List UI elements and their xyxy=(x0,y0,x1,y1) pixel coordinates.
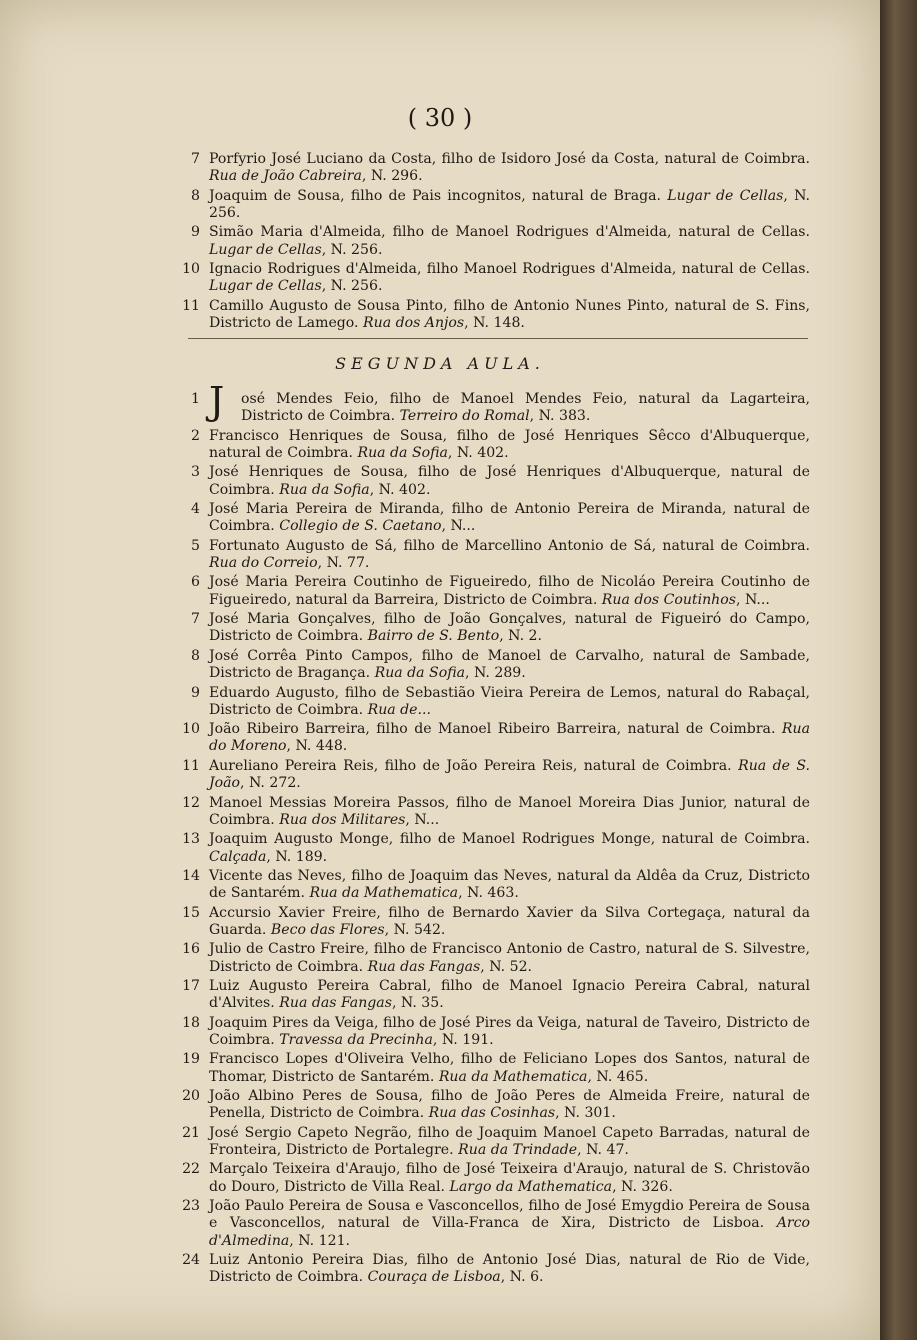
entry-description: Porfyrio José Luciano da Costa, filho de Isidoro José da Costa, natural de Coimbra. xyxy=(209,151,810,167)
entry-address: Rua das Fangas xyxy=(279,995,392,1012)
entry-text xyxy=(209,1051,810,1086)
entry-house-number: , N. 289. xyxy=(465,665,526,682)
entry-house-number: , N. 77. xyxy=(317,555,370,572)
entry-address: Calçada xyxy=(209,848,267,865)
entry-house-number: , N. 296. xyxy=(361,168,423,185)
entry-description: Aureliano Pereira Reis, filho de João Pereira Reis, natural de Coimbra. xyxy=(209,757,732,774)
list-item xyxy=(160,905,810,940)
entry-description: Joaquim de Sousa, filho de Pais incognitos, natural de Braga. xyxy=(209,187,661,204)
entry-number: 8 xyxy=(191,187,200,204)
section-title: SEGUNDA AULA. xyxy=(335,354,545,373)
entry-house-number: , N. 52. xyxy=(480,958,533,975)
entry-address: Beco das Flores xyxy=(270,921,385,938)
entry-text xyxy=(209,941,810,976)
entry-description: Accursio Xavier Freire, filho de Bernardo Xavier da Silva Cortegaça, natural da Guarda. xyxy=(209,904,810,938)
list-item xyxy=(160,391,810,426)
entry-address: Rua da Sofia xyxy=(357,444,448,461)
entry-address: Rua da Mathematica xyxy=(438,1068,588,1085)
entry-text xyxy=(209,538,810,573)
entry-text xyxy=(209,261,810,296)
entry-address: Rua de... xyxy=(367,701,431,718)
entry-description: Francisco Henriques de Sousa, filho de José Henriques Sêcco d'Albuquerque, natural de Coimbra. xyxy=(209,427,810,461)
entry-description: Marçalo Teixeira d'Araujo, filho de José Teixeira d'Araujo, natural de S. Christovão do Douro, Districto de Villa Real. xyxy=(209,1161,810,1195)
entry-description: Camillo Augusto de Sousa Pinto, filho de Antonio Nunes Pinto, natural de S. Fins, Districto de Lamego. xyxy=(209,297,810,332)
entry-description: Joaquim Pires da Veiga, filho de José Pires da Veiga, natural de Taveiro, Districto de Coimbra. xyxy=(209,1014,810,1048)
list-item xyxy=(160,1088,810,1123)
entry-text xyxy=(209,188,810,223)
entry-description: Simão Maria d'Almeida, filho de Manoel Rodrigues d'Almeida, natural de Cellas. xyxy=(209,224,810,241)
entry-number: 19 xyxy=(182,1051,200,1068)
entry-house-number: , N. 189. xyxy=(266,848,328,865)
entry-description: Ignacio Rodrigues d'Almeida, filho Manoel Rodrigues d'Almeida, natural de Cellas. xyxy=(209,261,810,278)
entry-text xyxy=(209,831,810,866)
entry-text xyxy=(209,1198,810,1250)
entry-description: José Sergio Capeto Negrão, filho de Joaquim Manoel Capeto Barradas, natural de Fronteira, Districto de Portalegre. xyxy=(209,1124,810,1159)
entry-address: Rua da Trindade xyxy=(458,1142,578,1159)
entry-house-number: , N. 256. xyxy=(209,187,810,221)
entry-description: Francisco Lopes d'Oliveira Velho, filho de Feliciano Lopes dos Santos, natural de Thomar, Districto de Santarém. xyxy=(209,1051,810,1085)
entry-number: 4 xyxy=(191,501,200,518)
entry-number: 2 xyxy=(191,427,200,444)
list-item xyxy=(160,261,810,296)
entry-text xyxy=(209,1125,810,1160)
entry-address: Terreiro do Romal xyxy=(399,408,530,425)
entry-number: 9 xyxy=(191,684,200,701)
entry-house-number: , N. 383. xyxy=(529,408,591,425)
drop-cap-letter: J xyxy=(209,379,225,423)
list-item xyxy=(160,1252,810,1287)
entry-text xyxy=(209,151,810,186)
list-item xyxy=(160,1161,810,1196)
entry-description: osé Mendes Feio, filho de Manoel Mendes Feio, natural da Lagarteira, Districto de Coimbra. xyxy=(241,391,810,425)
entry-address: Bairro de S. Bento xyxy=(367,628,500,645)
entry-description: Vicente das Neves, filho de Joaquim das Neves, natural da Aldêa da Cruz, Districto de Santarém. xyxy=(209,867,810,902)
book-gutter xyxy=(880,0,917,1340)
entry-address: Lugar de Cellas xyxy=(667,187,784,204)
page-number-header: ( 30 ) xyxy=(407,104,473,132)
entry-number: 10 xyxy=(182,261,200,278)
entry-number: 6 xyxy=(191,574,200,591)
entry-text xyxy=(209,1252,810,1287)
entry-text xyxy=(209,978,810,1013)
entry-house-number: , N. 191. xyxy=(432,1031,494,1048)
entry-description: José Maria Gonçalves, filho de João Gonçalves, natural de Figueiró do Campo, Districto de Coimbra. xyxy=(209,611,810,645)
entry-text xyxy=(209,905,810,940)
entry-address: Rua dos Anjos xyxy=(363,315,465,332)
entry-house-number: , N. 2. xyxy=(499,628,542,645)
entry-number: 18 xyxy=(182,1014,200,1031)
entry-text xyxy=(241,391,810,426)
entry-address: Rua do Correio xyxy=(209,555,318,572)
entry-house-number: , N. 448. xyxy=(286,738,348,755)
list-item xyxy=(160,868,810,903)
entry-house-number: , N... xyxy=(441,518,476,535)
entry-address: Rua dos Militares xyxy=(279,811,406,828)
entry-address: Collegio de S. Caetano xyxy=(279,518,442,535)
entry-number: 24 xyxy=(182,1252,200,1269)
entry-number: 3 xyxy=(191,464,200,481)
entry-text xyxy=(209,464,810,499)
list-item xyxy=(160,758,810,793)
list-item xyxy=(160,1125,810,1160)
entry-house-number: , N. 402. xyxy=(369,481,431,498)
entry-text xyxy=(209,1161,810,1196)
entry-address: Rua da Sofia xyxy=(374,665,465,682)
list-item xyxy=(160,611,810,646)
entry-description: Fortunato Augusto de Sá, filho de Marcellino Antonio de Sá, natural de Coimbra. xyxy=(209,537,810,554)
entry-description: João Ribeiro Barreira, filho de Manoel Ribeiro Barreira, natural de Coimbra. xyxy=(209,721,776,738)
entry-house-number: , N. 6. xyxy=(500,1269,544,1286)
entry-house-number: , N. 35. xyxy=(391,995,444,1012)
student-list-first-class xyxy=(160,151,810,334)
entry-number: 22 xyxy=(182,1161,200,1178)
entry-number: 13 xyxy=(182,831,200,848)
entry-house-number: , N. 121. xyxy=(289,1232,351,1249)
entry-text xyxy=(209,685,810,720)
entry-number: 11 xyxy=(182,757,200,774)
entry-address: Lugar de Cellas xyxy=(209,241,322,258)
entry-text xyxy=(209,648,810,683)
list-item xyxy=(160,978,810,1013)
list-item xyxy=(160,721,810,756)
section-divider xyxy=(188,338,808,339)
list-item xyxy=(160,795,810,830)
entry-text xyxy=(209,868,810,903)
entry-address: Rua das Fangas xyxy=(367,958,481,975)
entry-number: 10 xyxy=(182,721,200,738)
entry-number: 5 xyxy=(191,537,200,554)
entry-address: Rua da Sofia xyxy=(279,481,370,498)
entry-text xyxy=(209,611,810,646)
list-item xyxy=(160,1198,810,1250)
entry-address: Arco d'Almedina xyxy=(209,1215,810,1249)
entry-description: João Paulo Pereira de Sousa e Vasconcellos, filho de José Emygdio Pereira de Sousa e Vasconcellos, natural de Villa-Franca de Xira, Districto de Lisboa. xyxy=(209,1198,810,1232)
entry-number: 7 xyxy=(191,611,200,628)
list-item xyxy=(160,224,810,259)
entry-description: Manoel Messias Moreira Passos, filho de Manoel Moreira Dias Junior, natural de Coimbra. xyxy=(209,794,810,828)
entry-house-number: , N. 326. xyxy=(612,1178,673,1195)
list-item xyxy=(160,151,810,186)
entry-text xyxy=(209,298,810,333)
entry-text xyxy=(209,1088,810,1123)
entry-number: 1 xyxy=(191,391,200,407)
entry-address: Largo da Mathematica xyxy=(449,1178,613,1195)
entry-house-number: , N. 542. xyxy=(384,921,446,938)
entry-number: 16 xyxy=(182,941,200,958)
entry-house-number: , N. 463. xyxy=(458,885,519,902)
entry-text xyxy=(209,721,810,756)
entry-address: Rua do Moreno xyxy=(209,721,810,755)
list-item xyxy=(160,538,810,573)
entry-text xyxy=(209,758,810,793)
list-item xyxy=(160,941,810,976)
entry-number: 8 xyxy=(191,647,200,664)
entry-house-number: , N. 301. xyxy=(555,1105,616,1122)
entry-address: Rua das Cosinhas xyxy=(428,1105,556,1122)
list-item xyxy=(160,574,810,609)
entry-text xyxy=(209,428,810,463)
entry-description: Joaquim Augusto Monge, filho de Manoel Rodrigues Monge, natural de Coimbra. xyxy=(209,831,810,848)
entry-address: Rua dos Coutinhos xyxy=(601,591,736,608)
entry-house-number: , N. 465. xyxy=(587,1068,649,1085)
student-list-second-class xyxy=(160,391,810,1289)
list-item xyxy=(160,501,810,536)
entry-number: 20 xyxy=(182,1088,200,1105)
entry-number: 12 xyxy=(182,794,200,811)
entry-number: 23 xyxy=(182,1198,200,1215)
entry-text xyxy=(209,574,810,609)
entry-description: Luiz Antonio Pereira Dias, filho de Antonio José Dias, natural de Rio de Vide, Districto de Coimbra. xyxy=(209,1252,810,1286)
entry-house-number: , N... xyxy=(405,811,440,828)
entry-text xyxy=(209,224,810,259)
entry-address: Couraça de Lisboa xyxy=(367,1269,501,1286)
entry-address: Lugar de Cellas xyxy=(209,278,322,295)
list-item xyxy=(160,298,810,333)
entry-number: 11 xyxy=(182,297,200,314)
entry-house-number: , N. 148. xyxy=(464,315,525,332)
entry-house-number: , N. 272. xyxy=(240,775,301,792)
list-item xyxy=(160,648,810,683)
list-item xyxy=(160,464,810,499)
list-item xyxy=(160,188,810,223)
entry-address: Rua da Mathematica xyxy=(309,885,459,902)
entry-number: 7 xyxy=(191,151,200,167)
list-item xyxy=(160,428,810,463)
entry-number: 17 xyxy=(182,978,200,994)
entry-address: Travessa da Precinha xyxy=(279,1031,433,1048)
entry-description: José Maria Pereira Coutinho de Figueiredo, filho de Nicoláo Pereira Coutinho de Figueiredo, natural da Barreira, Districto de Coimbra. xyxy=(209,574,810,608)
entry-description: José Henriques de Sousa, filho de José Henriques d'Albuquerque, natural de Coimbra. xyxy=(209,464,810,498)
entry-house-number: , N. 256. xyxy=(321,241,383,258)
entry-house-number: , N... xyxy=(735,591,770,608)
list-item xyxy=(160,685,810,720)
entry-number: 9 xyxy=(191,224,200,241)
entry-house-number: , N. 402. xyxy=(447,444,509,461)
entry-number: 21 xyxy=(182,1124,200,1141)
list-item xyxy=(160,1051,810,1086)
entry-number: 14 xyxy=(182,867,200,884)
entry-house-number: , N. 47. xyxy=(577,1142,629,1159)
entry-text xyxy=(209,1015,810,1050)
list-item xyxy=(160,1015,810,1050)
entry-description: Julio de Castro Freire, filho de Francisco Antonio de Castro, natural de S. Silvestre, Districto de Coimbra. xyxy=(209,941,810,975)
entry-text xyxy=(209,501,810,536)
list-item xyxy=(160,831,810,866)
entry-description: José Corrêa Pinto Campos, filho de Manoel de Carvalho, natural de Sambade, Districto de Bragança. xyxy=(209,647,810,682)
entry-address: Rua de João Cabreira xyxy=(209,168,362,185)
entry-number: 15 xyxy=(182,904,200,921)
entry-text xyxy=(209,795,810,830)
entry-address: Rua de S. João xyxy=(209,757,811,792)
entry-description: João Albino Peres de Sousa, filho de João Peres de Almeida Freire, natural de Penella, Districto de Coimbra. xyxy=(209,1088,810,1122)
entry-house-number: , N. 256. xyxy=(321,278,383,295)
entry-description: Luiz Augusto Pereira Cabral, filho de Manoel Ignacio Pereira Cabral, natural d'Alvites. xyxy=(209,978,810,1012)
entry-description: Eduardo Augusto, filho de Sebastião Vieira Pereira de Lemos, natural do Rabaçal, Districto de Coimbra. xyxy=(209,684,810,718)
entry-description: José Maria Pereira de Miranda, filho de Antonio Pereira de Miranda, natural de Coimbra. xyxy=(209,501,810,535)
